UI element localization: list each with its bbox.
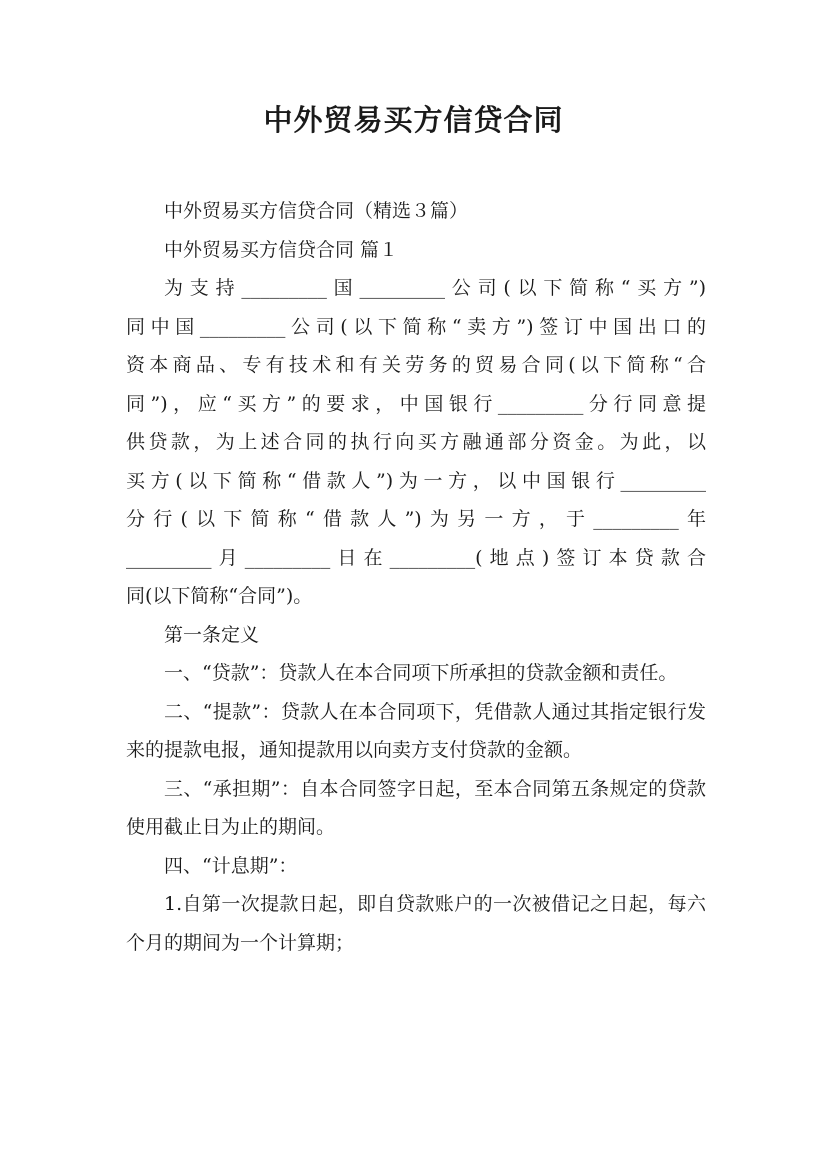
document-subtitle: 中外贸易买方信贷合同（精选３篇） [164,200,469,222]
intro-line: 同”)，应“买方”的要求，中国银行_________分行同意提 [126,392,706,415]
intro-line: 为支持_________国_________公司(以下简称“买方”) [164,277,706,299]
definition-interest-period-heading: 四、“计息期”： [164,854,298,877]
definition-loan: 一、“贷款”：贷款人在本合同项下所承担的贷款金额和责任。 [164,662,678,684]
intro-line: 资本商品、专有技术和有关劳务的贸易合同(以下简称“合 [126,354,706,376]
intro-paragraph [126,269,706,616]
intro-line: 同中国_________公司(以下简称“卖方”)签订中国出口的 [126,315,706,338]
section-heading: 中外贸易买方信贷合同 篇１ [164,238,399,261]
intro-line: 分行(以下简称“借款人”)为另一方，于_________年 [126,508,706,530]
definition-interest-period-item: 1.自第一次提款日起，即自贷款账户的一次被借记之日起，每六个月的期间为一个计算期； [126,893,706,954]
document-title: 中外贸易买方信贷合同 [263,103,564,137]
definition-drawdown: 二、“提款”：贷款人在本合同项下，凭借款人通过其指定银行发来的提款电报，通知提款用以向卖方支付贷款的金额。 [126,700,706,761]
article-one-heading: 第一条定义 [164,623,260,646]
definition-commitment-period: 三、“承担期”：自本合同签字日起，至本合同第五条规定的贷款使用截止日为止的期间。 [126,777,706,838]
intro-line: 供贷款，为上述合同的执行向买方融通部分资金。为此，以 [126,431,706,453]
intro-line: _________月_________日在_________(地点)签订本贷款合 [126,546,706,569]
intro-line: 买方(以下简称“借款人”)为一方，以中国银行_________ [126,469,706,492]
intro-line: 同(以下简称“合同”)。 [126,585,313,607]
document-body [126,192,706,962]
